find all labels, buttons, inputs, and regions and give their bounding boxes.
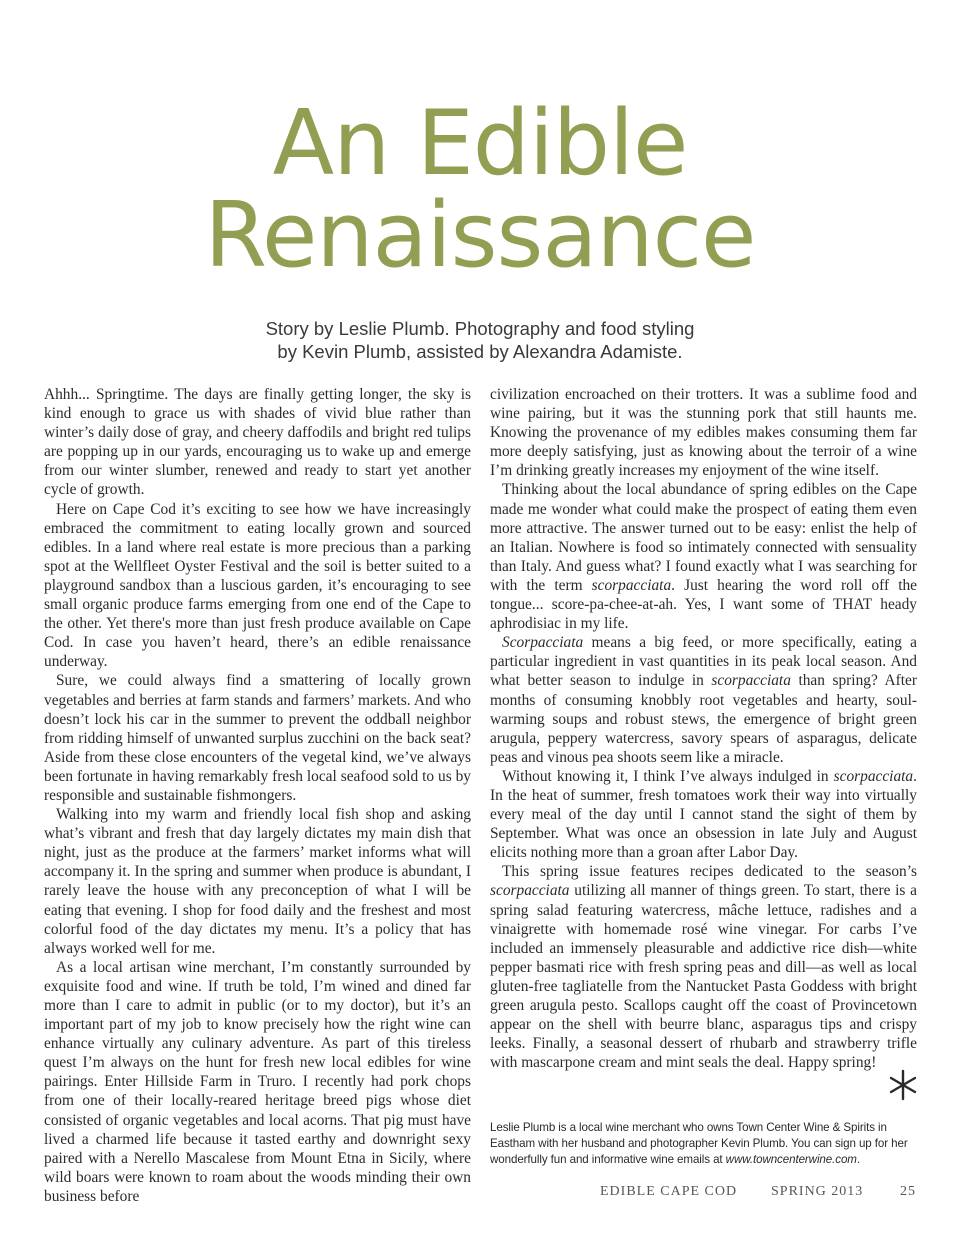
byline-line-2: by Kevin Plumb, assisted by Alexandra Adamiste.	[277, 341, 683, 362]
paragraph	[490, 767, 917, 862]
text-run: Without knowing it, I think I’ve always indulged in	[502, 767, 834, 785]
paragraph: Sure, we could always find a smattering of locally grown vegetables and berries at farm stands and farmers’ markets. And who doesn’t lock his car in the summer to prevent the oddball neighbor from ridding himself of unwanted surplus zucchini on the back seat? Aside from these close encounters of the vegetal kind, we’ve always been fortunate in having remarkably fresh local seafood sold to us by responsible and sustainable fishmongers.	[44, 672, 471, 804]
text-run: Thinking about the local abundance of spring edibles on the Cape made me wonder what could make the prospect of eating them even more attractive. The answer turned out to be easy: enlist the help of an Italian. Nowhere is food so intimately connected with sensuality than Italy. And guess what? I found exactly what I was searching for with the term	[490, 481, 917, 594]
italic-term: scorpacciata	[591, 576, 672, 594]
paragraph	[490, 862, 917, 1072]
bio-url: www.towncenterwine.com	[725, 1153, 857, 1166]
footer-publication: EDIBLE CAPE COD	[600, 1184, 738, 1199]
left-column	[44, 385, 471, 1206]
text-run: . Just hearing the word roll off the tongue... score-pa-chee-at-ah. Yes, I want some of THAT heady aphrodisiac in my life.	[490, 576, 917, 633]
byline	[0, 317, 960, 363]
italic-term: scorpacciata	[833, 767, 914, 785]
italic-term: scorpacciata	[490, 882, 570, 900]
italic-term: scorpacciata	[711, 672, 791, 690]
bio-period: .	[856, 1153, 860, 1166]
footer-issue: SPRING 2013	[771, 1184, 864, 1199]
title-line-2: Renaissance	[204, 183, 756, 288]
paragraph: Here on Cape Cod it’s exciting to see how we have increasingly embraced the commitment to eating locally grown and sourced edibles. In a land where real estate is more precious than a parking spot at the Wellfleet Oyster Festival and the soil is better suited to a playground sandbox than a luscious garden, it’s encouraging to see small organic produce farms emerging from one end of the Cape to the other. Yet there's more than just fresh produce available on Cape Cod. In case you haven’t heard, there’s an edible renaissance underway.	[44, 500, 471, 671]
bio-text: Leslie Plumb is a local wine merchant who owns Town Center Wine & Spirits in Eastham with her husband and photographer Kevin Plumb. You can sign up for her wonderfully fun and informative wine emails at	[490, 1121, 908, 1166]
footer-page-number: 25	[900, 1184, 916, 1199]
author-bio	[490, 1120, 920, 1168]
byline-line-1: Story by Leslie Plumb. Photography and food styling	[265, 318, 695, 339]
paragraph	[490, 480, 917, 633]
text-run: This spring issue features recipes dedicated to the season’s	[502, 863, 917, 881]
page-footer	[0, 1184, 960, 1204]
right-column	[490, 385, 917, 1072]
article-title	[0, 91, 960, 288]
asterisk-end-mark-icon	[886, 1068, 920, 1102]
title-line-1: An Edible	[272, 91, 688, 196]
paragraph	[490, 633, 917, 767]
paragraph: civilization encroached on their trotters. It was a sublime food and wine pairing, but it was the stunning pork that still haunts me. Knowing the provenance of my edibles makes consuming them far more deeply satisfying, just as knowing about the terroir of a wine I’m drinking greatly increases my enjoyment of the wine itself.	[490, 386, 917, 480]
paragraph: Ahhh... Springtime. The days are finally getting longer, the sky is kind enough to grace us with shades of vivid blue rather than winter’s daily dose of gray, and cheery daffodils and bright red tulips are popping up in our yards, encouraging us to wake up and emerge from our winter slumber, renewed and ready to start yet another cycle of growth.	[44, 386, 471, 499]
text-run: than spring? After months of consuming knobbly root vegetables and hearty, soul-warming soups and robust stews, the emergence of bright green arugula, peppery watercress, savory spears of asparagus, delicate peas and vinous pea shoots seem like a miracle.	[490, 672, 917, 766]
text-run: . In the heat of summer, fresh tomatoes work their way into virtually every meal of the day until I cannot stand the sight of them by September. What was once an obsession in late July and August elicits nothing more than a groan after Labor Day.	[490, 767, 917, 862]
paragraph: As a local artisan wine merchant, I’m constantly surrounded by exquisite food and wine. If truth be told, I’m wined and dined far more than I care to admit in public (or to my doctor), but it’s an important part of my job to know precisely how the right wine can enhance virtually any culinary adventure. As part of this tireless quest I’m always on the hunt for fresh new local edibles for wine pairings. Enter Hillside Farm in Truro. I recently had pork chops from one of their locally-reared heritage breed pigs whose diet consisted of organic vegetables and local acorns. That pig must have lived a charmed life because it tasted earthy and downright sexy paired with a Nerello Mascalese from Mount Etna in Sicily, where wild boars were known to roam about the woods minding their own business before	[44, 958, 471, 1205]
italic-term: Scorpacciata	[502, 634, 584, 652]
text-run: utilizing all manner of things green. To start, there is a spring salad featuring watercress, mâche lettuce, radishes and a vinaigrette with homemade rosé wine vinegar. For carbs I’ve included an immensely pleasurable and addictive rice dish—white pepper basmati rice with fresh spring peas and dill—as well as local gluten-free tagliatelle from the Nantucket Pasta Goddess with bright green arugula pesto. Scallops caught off the coast of Provincetown appear on the shell with beurre blanc, asparagus tips and crispy leeks. Finally, a seasonal dessert of rhubarb and strawberry trifle with mascarpone cream and mint seals the deal. Happy spring!	[490, 882, 917, 1072]
paragraph: Walking into my warm and friendly local fish shop and asking what’s vibrant and fresh that day largely dictates my main dish that night, just as the produce at the farmers’ market informs what will accompany it. In the spring and summer when produce is abundant, I rarely leave the house with any preconception of what I will be eating that evening. I shop for food daily and the freshest and most colorful food of the day dictates my menu. It’s a policy that has always worked well for me.	[44, 806, 471, 957]
text-run: means a big feed, or more specifically, eating a particular ingredient in vast quantities in its peak local season. And what better season to indulge in	[490, 634, 917, 690]
